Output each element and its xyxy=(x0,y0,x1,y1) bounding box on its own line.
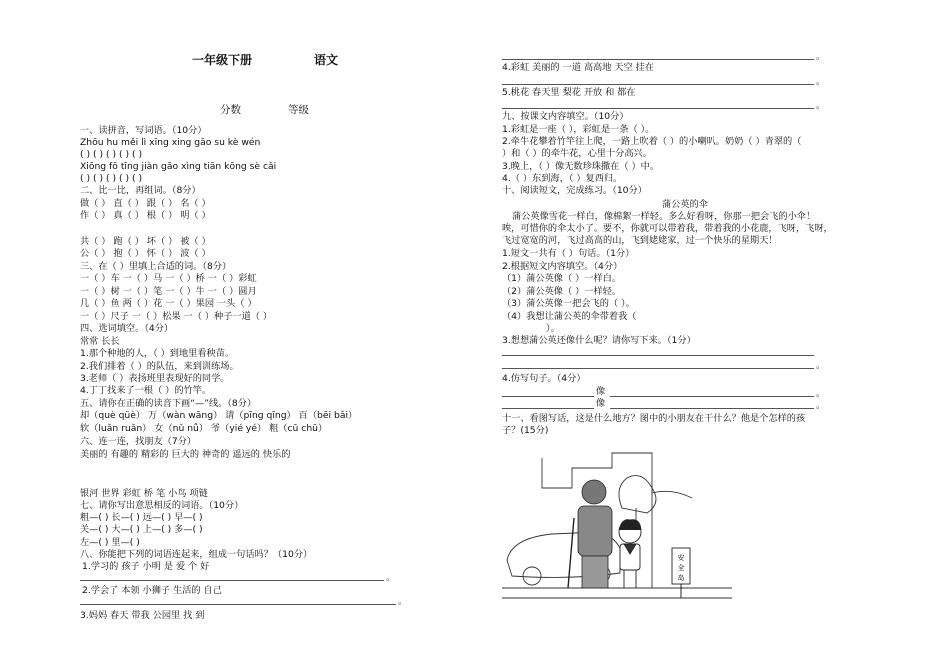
pinyin-row: Zhōu hu měi lì xīng xing gāo su kè wén xyxy=(80,137,261,148)
section-heading: 八、你能把下列的词语连起来，组成一句话吗？（10分） xyxy=(80,549,313,560)
passage-line: 蒲公英像雪花一样白，像棉絮一样轻。多么好看呀，你那一把会飞的小伞！ xyxy=(512,211,816,222)
exercise-line: 1.彩虹是一座（ ），彩虹是一条（ ）。 xyxy=(502,124,655,135)
child-legs xyxy=(624,570,636,588)
section-heading: 六、连一连，找朋友（7分） xyxy=(80,436,197,447)
question-line: （1）蒲公英像（ ）一样白。 xyxy=(502,273,622,284)
exercise-line: 却（què qüè） 万（wàn wāng） 请（pīng qīng） 百（bēi bǎi） xyxy=(80,410,358,421)
question-line: 2.根据短文内容填空。（4分） xyxy=(502,261,623,272)
exercise-line: 共（ ） 跑（ ） 坏（ ） 被（ ） xyxy=(80,236,211,247)
car-wheel xyxy=(523,567,541,585)
subject-title: 语文 xyxy=(314,53,339,67)
period: 。 xyxy=(816,101,826,111)
period: 。 xyxy=(386,573,396,583)
period: 。 xyxy=(816,77,826,87)
answer-line xyxy=(80,604,396,605)
answer-line xyxy=(610,408,814,409)
exercise-line: 4.丁丁找来了一根（ ）的竹竿。 xyxy=(80,385,212,396)
answer-row: ( ) ( ) ( ) ( ) ( ) xyxy=(80,173,143,184)
question-line: （4）我想让蒲公英的伞带着我（ xyxy=(502,311,637,322)
answer-line xyxy=(502,84,814,85)
section-heading: 四、选词填空。（4分） xyxy=(80,323,174,334)
answer-row: ( ) ( ) ( ) ( ) ( ) xyxy=(80,149,143,160)
grade-label: 等级 xyxy=(288,104,309,116)
section-heading: 二、比一比，再组词。（8分） xyxy=(80,185,201,196)
section-heading: 七、请你写出意思相反的词语。（10分） xyxy=(80,500,244,511)
sentence-words: 2.学会了 本领 小狮子 生活的 自己 xyxy=(82,585,222,596)
similie-word: 像 xyxy=(596,386,606,397)
exercise-line: 做（ ） 直（ ） 跟（ ） 名（ ） xyxy=(80,198,211,209)
question-line: 3.想想蒲公英还像什么呢？请你写下来。（1分） xyxy=(502,335,696,346)
scene-illustration xyxy=(502,448,734,608)
sign-char: 全 xyxy=(677,564,685,572)
question-line: （3）蒲公英像一把会飞的（ ）。 xyxy=(502,298,635,309)
period: 。 xyxy=(816,389,826,399)
sentence-words: 5.桃花 春天里 梨花 开放 和 都在 xyxy=(502,87,636,98)
exercise-line: 公（ ） 抱（ ） 怀（ ） 波（ ） xyxy=(80,248,211,259)
grandpa-body xyxy=(578,506,612,556)
question-line: （2）蒲公英像（ ）一样轻。 xyxy=(502,286,622,297)
page-title: 一年级下册 xyxy=(192,53,253,67)
exercise-line: 一（ ）树 一（ ）笔 一（ ）牛 一（ ）圆月 xyxy=(80,286,257,297)
exercise-line: 1.那个种地的人，（ ）到地里看秧苗。 xyxy=(80,348,235,359)
period: 。 xyxy=(398,597,408,607)
section-heading: 子？(15分) xyxy=(502,425,549,436)
exercise-line: 几（ ）鱼 两（ ）花 一（ ）果园 一头（ ） xyxy=(80,298,257,309)
question-line: 4.仿写句子。（4分） xyxy=(502,373,586,384)
exercise-line: 粗—( ) 长—( ) 远—( ) 早—( ) xyxy=(80,512,203,523)
child-hair xyxy=(619,520,641,530)
question-line: ）。 xyxy=(546,323,560,334)
answer-line xyxy=(502,396,594,397)
match-words-top: 美丽的 有趣的 精彩的 巨大的 神奇的 遥远的 快乐的 xyxy=(80,449,291,460)
exercise-line: 作（ ） 真（ ） 根（ ） 明（ ） xyxy=(80,210,211,221)
period: 。 xyxy=(816,361,826,371)
exercise-line: 2.我们排着（ ）的队伍，来到训练场。 xyxy=(80,361,239,372)
section-heading: 一、读拼音，写词语。（10分） xyxy=(80,125,207,136)
exercise-line: 一（ ）车 一（ ）马 一（ ）桥 一（ ）彩虹 xyxy=(80,273,257,284)
section-heading: 十、阅读短文，完成练习。（10分） xyxy=(502,185,647,196)
grandpa-legs xyxy=(582,556,608,588)
exercise-line: 关—( ) 大—( ) 上—( ) 多—( ) xyxy=(80,524,203,535)
exercise-line: 3.老师（ ）表扬班里表现好的同学。 xyxy=(80,373,230,384)
tree-outline xyxy=(619,476,656,523)
passage-line: 唉，可惜你的伞太小了。要不，你就可以带着我，带着我的小花鹿，飞呀，飞呀， xyxy=(502,223,833,234)
similie-word: 像 xyxy=(596,398,606,409)
passage-title: 蒲公英的伞 xyxy=(662,199,708,210)
sentence-words: 4.彩虹 美丽的 一道 高高地 天空 挂在 xyxy=(502,62,654,73)
exercise-line: 软（luǎn ruǎn） 女（nǔ nǚ） 爷（yié yé） 粗（cū chū） xyxy=(80,423,328,434)
word-choices: 常常 长长 xyxy=(80,336,120,347)
answer-line xyxy=(80,580,384,581)
section-heading: 三、在（ ）里填上合适的词。（8分） xyxy=(80,261,232,272)
section-heading: 九、按课文内容填空。（10分） xyxy=(502,111,629,122)
pinyin-row: Xiōng fō tīng jiàn gāo xìng tiān kōng sè cǎi xyxy=(80,161,277,172)
exercise-line: 一（ ）尺子 一（ ）松果 一（ ）种子一道（ ） xyxy=(80,311,273,322)
answer-line xyxy=(502,59,814,60)
period: 。 xyxy=(816,52,826,62)
answer-line xyxy=(610,396,814,397)
section-heading: 十一、看图写话，这是什么地方？图中的小朋友在干什么？他是个怎样的孩 xyxy=(502,413,806,424)
score-label: 分数 xyxy=(220,104,241,116)
sentence-words: 1.学习的 孩子 小明 是 爱 个 好 xyxy=(82,561,210,572)
grandpa-head xyxy=(582,480,606,504)
road-line xyxy=(502,588,732,598)
sentence-words: 3.妈妈 春天 带我 公园里 找 到 xyxy=(80,610,205,621)
exercise-line: 左—( ) 里—( ) xyxy=(80,537,140,548)
exercise-line: ）和（ ）的牵牛花，心里十分高兴。 xyxy=(502,148,652,159)
sign-post xyxy=(672,548,690,598)
match-words-bottom: 银河 世界 彩虹 桥 笔 小鸟 项链 xyxy=(80,488,208,499)
answer-line xyxy=(502,408,594,409)
sign-char: 安 xyxy=(677,554,685,562)
period: 。 xyxy=(816,401,826,411)
exercise-line: 3.晚上，（ ）像无数珍珠撒在（ ）中。 xyxy=(502,161,660,172)
section-heading: 五、请你在正确的读音下画“—”线。（8分） xyxy=(80,398,257,409)
answer-line xyxy=(502,368,814,369)
exercise-line: 2.牵牛花攀着竹竿往上爬，一路上吹着（ ）的小喇叭。奶奶（ ）青翠的（ xyxy=(502,136,802,147)
exercise-line: 4.（ ）东到海，（ ）复西归。 xyxy=(502,173,623,184)
answer-line xyxy=(502,108,814,109)
passage-line: 飞过宽宽的河，飞过高高的山，飞到姥姥家，过一个快乐的星期天！ xyxy=(502,235,778,246)
question-line: 1.短文一共有（ ）句话。（1分） xyxy=(502,248,635,259)
answer-line xyxy=(502,355,814,356)
sign-char: 岛 xyxy=(677,574,685,582)
